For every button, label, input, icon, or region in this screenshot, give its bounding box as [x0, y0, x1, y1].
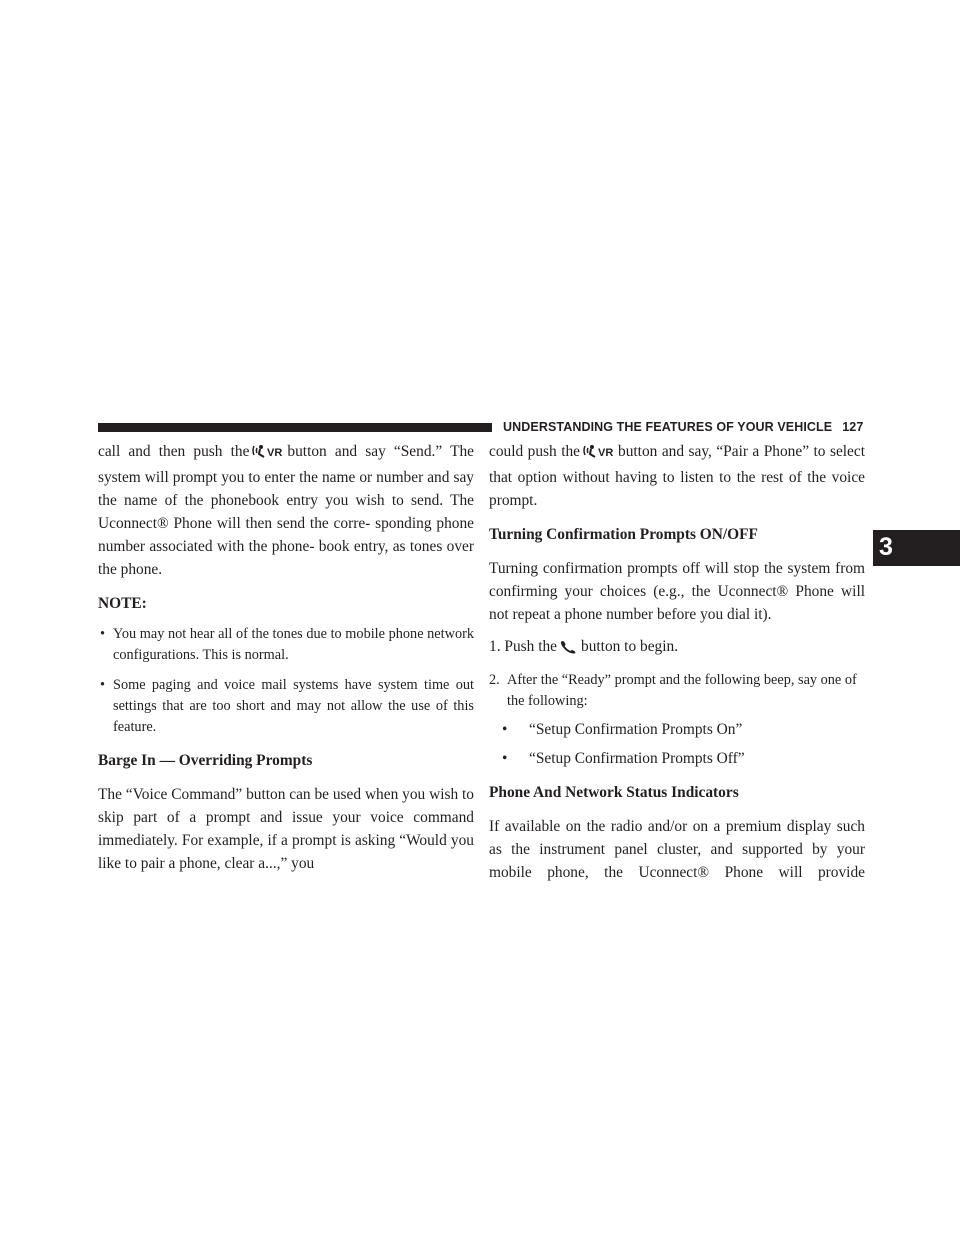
bullet-text: You may not hear all of the tones due to mobile phone network configurations. This is normal.: [113, 626, 474, 663]
text-run: button and say, “Pair a Phone” to select that option without having to listen to the rest of the voice prompt.: [489, 443, 865, 509]
chapter-number: 3: [879, 533, 893, 561]
step-number: 2.: [489, 672, 500, 688]
voice-recognition-icon: [251, 442, 285, 466]
heading-barge-in: Barge In — Overriding Prompts: [98, 752, 313, 769]
step-2: [489, 670, 865, 712]
note-bullet: [98, 675, 474, 738]
paragraph-status: If available on the radio and/or on a premium display such as the instrument panel cluster, and supported by your mobile phone, the Uconnect® Phone will provide: [489, 818, 865, 881]
running-header: [503, 420, 863, 434]
phone-icon: [559, 638, 579, 661]
text-run: button to begin.: [581, 638, 679, 655]
bullet-dot: •: [502, 750, 508, 767]
paragraph-pair-phone: [489, 440, 865, 512]
svg-text:VR: VR: [267, 447, 283, 459]
command-bullet: [502, 718, 865, 741]
bullet-dot: •: [502, 721, 508, 738]
text-run: could push the: [489, 443, 581, 460]
paragraph-send-tones: [98, 440, 474, 581]
text-run: call and then push the: [98, 443, 250, 460]
svg-text:VR: VR: [598, 447, 614, 459]
text-run: button and say “Send.” The system will prompt you to enter the name or number and say the name of the phonebook entry you wish to send. The Uconnect® Phone will then send the corre- sponding phone number associated with the phone- book entry, as tones over the phone.: [98, 443, 475, 578]
paragraph-confirmation: Turning confirmation prompts off will stop the system from confirming your choices (e.g., the Uconnect® Phone will not repeat a phone number before you dial it).: [489, 560, 865, 623]
bullet-text: Some paging and voice mail systems have system time out settings that are too short and may not allow the use of this feature.: [113, 677, 474, 735]
paragraph-barge-in: The “Voice Command” button can be used when you wish to skip part of a prompt and issue your voice command immediately. For example, if a prompt is asking “Would you like to pair a phone, clear a...,” you: [98, 786, 474, 872]
text-run: Push the: [504, 638, 557, 655]
bullet-text: “Setup Confirmation Prompts On”: [529, 721, 743, 738]
bullet-text: “Setup Confirmation Prompts Off”: [529, 750, 745, 767]
heading-status-indicators: Phone And Network Status Indicators: [489, 784, 739, 801]
section-title: UNDERSTANDING THE FEATURES OF YOUR VEHICLE: [503, 420, 833, 434]
page-number: 127: [842, 420, 864, 434]
chapter-tab: [873, 530, 960, 566]
step-number: 1.: [489, 638, 501, 655]
voice-recognition-icon: [582, 442, 616, 466]
bullet-dot: •: [100, 677, 106, 693]
note-bullet: [98, 624, 474, 666]
bullet-dot: •: [100, 626, 106, 642]
header-rule: [98, 423, 492, 432]
right-column: [489, 440, 865, 884]
step-text: After the “Ready” prompt and the following beep, say one of the following:: [507, 672, 857, 709]
heading-confirmation-prompts: Turning Confirmation Prompts ON/OFF: [489, 526, 758, 543]
command-bullet: [502, 747, 865, 770]
note-label: NOTE:: [98, 595, 147, 612]
step-1: [489, 635, 865, 661]
left-column: [98, 440, 474, 875]
